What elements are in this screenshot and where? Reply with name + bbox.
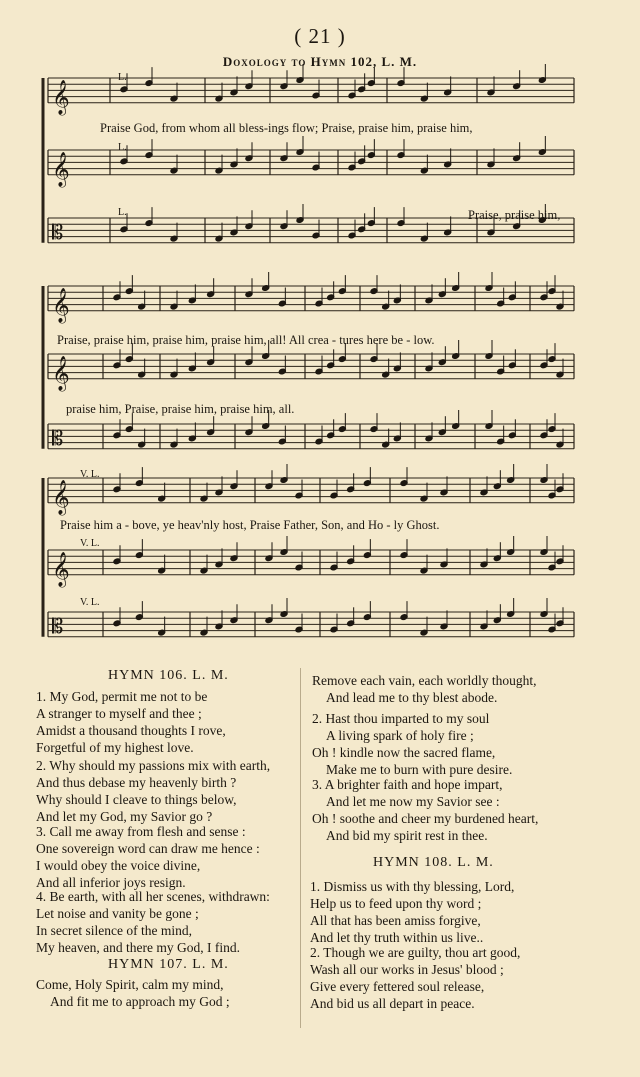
hymn106-stanza-4	[36, 888, 270, 956]
system1-mark-mid: L.	[118, 142, 127, 153]
stanza-line: One sovereign word can draw me hence :	[36, 841, 260, 856]
system3-mark-bottom: V. L.	[80, 597, 100, 608]
stanza-line: Oh ! soothe and cheer my burdened heart,	[312, 811, 539, 826]
hymn107-stanza-3	[312, 776, 538, 844]
hymn106-stanza-1	[36, 688, 226, 756]
stanza-line: Why should I cleave to things below,	[36, 792, 237, 807]
c-clef: 𝄡	[52, 613, 64, 638]
stanza-line: And fit me to approach my God ;	[50, 994, 230, 1009]
hymn106-title: HYMN 106. L. M.	[108, 668, 229, 683]
c-clef: 𝄡	[52, 425, 64, 450]
hymn107-title: HYMN 107. L. M.	[108, 957, 229, 972]
stanza-line: And thus debase my heavenly birth ?	[36, 775, 237, 790]
treble-clef: 𝄞	[52, 551, 70, 587]
stanza-line: In secret silence of the mind,	[36, 923, 192, 938]
system3-lyrics-top: Praise him a - bove, ye heav'nly host, Praise Father, Son, and Ho - ly Ghost.	[60, 518, 440, 532]
hymn107-stanza-1	[36, 976, 230, 1010]
stanza-line: 1. Dismiss us with thy blessing, Lord,	[310, 879, 515, 894]
stanza-line: And let thy truth within us live..	[310, 930, 484, 945]
system3-mark-mid: V. L.	[80, 538, 100, 549]
clefs	[52, 80, 70, 638]
stanza-line: Give every fettered soul release,	[310, 979, 485, 994]
page-number: ( 21 )	[294, 24, 346, 48]
stanza-line: 3. Call me away from flesh and sense :	[36, 824, 246, 839]
stanza-line: I would obey the voice divine,	[36, 858, 201, 873]
column-divider	[300, 668, 301, 1028]
system2-lyrics-top: Praise, praise him, praise him, praise him, all! All crea - tures here be - low.	[57, 333, 435, 347]
stanza-line: A stranger to myself and thee ;	[36, 706, 202, 721]
stanza-line: And lead me to thy blest abode.	[326, 690, 498, 705]
stanza-line: 2. Why should my passions mix with earth,	[36, 758, 271, 773]
system1-lyrics-top: Praise God, from whom all bless-ings flow; Praise, praise him, praise him,	[100, 121, 473, 135]
stanza-line: A living spark of holy fire ;	[326, 728, 474, 743]
stanza-line: And bid my spirit rest in thee.	[326, 828, 488, 843]
doxology-title: Doxology to Hymn 102, L. M.	[222, 54, 418, 69]
treble-clef: 𝄞	[52, 79, 70, 115]
stanza-line: Amidst a thousand thoughts I rove,	[36, 723, 226, 738]
stanza-line: And all inferior joys resign.	[36, 875, 186, 890]
hymn106-stanza-3	[36, 823, 260, 891]
treble-clef: 𝄞	[52, 479, 70, 515]
stanza-line: Help us to feed upon thy word ;	[310, 896, 482, 911]
hymn107-stanza-1-cont	[312, 672, 537, 706]
stanza-line: And let me now my Savior see :	[326, 794, 500, 809]
stanza-line: 1. My God, permit me not to be	[36, 689, 208, 704]
system1-mark-top: L.	[118, 72, 127, 83]
system2-lyrics-mid: praise him, Praise, praise him, praise him, all.	[66, 402, 295, 416]
stanza-line: Wash all our works in Jesus' blood ;	[310, 962, 504, 977]
stanza-line: Come, Holy Spirit, calm my mind,	[36, 977, 224, 992]
stanza-line: Make me to burn with pure desire.	[326, 762, 513, 777]
treble-clef: 𝄞	[52, 287, 70, 323]
system3-mark-top: V. L.	[80, 469, 100, 480]
hymn108-stanza-1	[310, 878, 514, 946]
stanza-line: 4. Be earth, with all her scenes, withdrawn:	[36, 889, 270, 904]
stanza-line: 2. Though we are guilty, thou art good,	[310, 945, 521, 960]
stanza-line: Forgetful of my highest love.	[36, 740, 194, 755]
stanza-line: All that has been amiss forgive,	[310, 913, 481, 928]
system1-lyrics-mid: Praise, praise him,	[468, 208, 561, 222]
stanza-line: Oh ! kindle now the sacred flame,	[312, 745, 496, 760]
hymn108-stanza-2	[310, 944, 520, 1012]
stanza-line: Let noise and vanity be gone ;	[36, 906, 199, 921]
hymn106-stanza-2	[36, 757, 270, 825]
system1-mark-bottom: L.	[118, 207, 127, 218]
stanza-line: And bid us all depart in peace.	[310, 996, 475, 1011]
stanza-line: 2. Hast thou imparted to my soul	[312, 711, 490, 726]
stanza-line: 3. A brighter faith and hope impart,	[312, 777, 503, 792]
stanza-line: And let my God, my Savior go ?	[36, 809, 213, 824]
stanza-line: Remove each vain, each worldly thought,	[312, 673, 537, 688]
hymn107-stanza-2	[312, 710, 512, 778]
treble-clef: 𝄞	[52, 355, 70, 391]
hymn108-title: HYMN 108. L. M.	[373, 855, 494, 870]
stanza-line: My heaven, and there my God, I find.	[36, 940, 240, 955]
treble-clef: 𝄞	[52, 151, 70, 187]
c-clef: 𝄡	[52, 219, 64, 244]
